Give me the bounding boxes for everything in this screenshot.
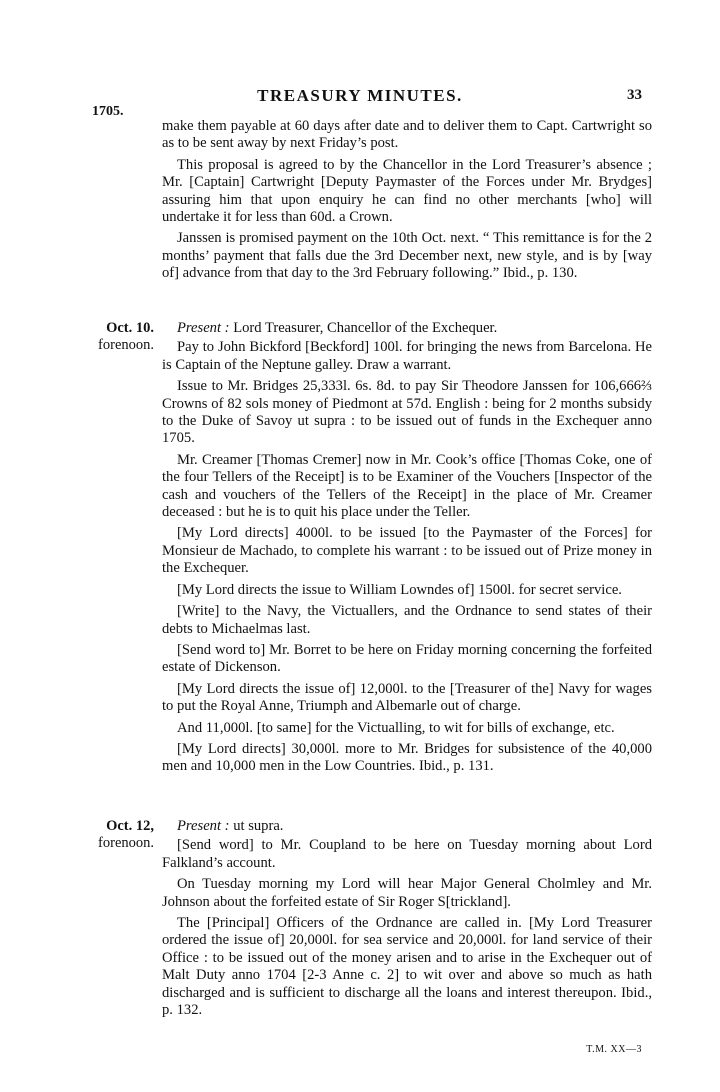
paragraph: The [Principal] Officers of the Ordnance are called in. [My Lord Treasurer ordered the issue of] 20,000l. for sea service and 20,000l. for land service of their Office : to be issued out of the money arisen and to arise in the Exchequer out of Malt Duty anno 1704 [2-3 Anne c. 2] to wit over and above so much as hath discharged and is sufficient to discharge all the loans and interest thereupon. Ibid., p. 132. — [162, 915, 652, 1019]
paragraph: [My Lord directs] 30,000l. more to Mr. Bridges for subsistence of the 40,000 men and 10,000 men in the Low Countries. Ibid., p. 131. — [162, 740, 652, 775]
present-text: Lord Treasurer, Chancellor of the Exchequer. — [229, 320, 498, 336]
paragraph: This proposal is agreed to by the Chancellor in the Lord Treasurer’s absence ; Mr. [Captain] Cartwright [Deputy Paymaster of the Forces under Mr. Brydges] assuring him that upon enquiry he can find no other merchants [who] will undertake it for less than 60d. a Crown. — [162, 156, 652, 226]
paragraph: Janssen is promised payment on the 10th Oct. next. “ This remittance is for the 2 months’ payment that falls due the 3rd December next, new style, and is by [way of] advance from that day to the 3rd February following.” Ibid., p. 130. — [162, 230, 652, 282]
paragraph: On Tuesday morning my Lord will hear Major General Cholmley and Mr. Johnson about the forfeited estate of Sir Roger S[trickland]. — [162, 876, 652, 910]
page-number: 33 — [627, 87, 642, 103]
margin-year: 1705. — [92, 104, 124, 119]
paragraph: [Write] to the Navy, the Victuallers, and the Ordnance to send states of their debts to Michaelmas last. — [162, 603, 652, 637]
paragraph: Issue to Mr. Bridges 25,333l. 6s. 8d. to pay Sir Theodore Janssen for 106,666⅔ Crowns of 82 sols money of Piedmont at 57d. English : being for 2 months subsidy to the Duke of Savoy ut supra : to be issued out of funds in the Exchequer anno 1705. — [162, 378, 652, 447]
paragraph: Mr. Creamer [Thomas Cremer] now in Mr. Cook’s office [Thomas Coke, one of the four Tellers of the Receipt] is to be Examiner of the Vouchers [Inspector of the cash and vouchers of the Tellers of the Receipt] in the place of Mr. Creamer deceased : but he is to quit his place under the Teller. — [162, 451, 652, 521]
margin-time: forenoon. — [98, 835, 154, 851]
margin-date-oct-10 — [70, 320, 154, 354]
paragraph: [My Lord directs the issue to William Lowndes of] 1500l. for secret service. — [177, 581, 622, 598]
signature-mark: T.M. XX—3 — [586, 1044, 642, 1055]
margin-time: forenoon. — [98, 337, 154, 353]
paragraph: [My Lord directs] 4000l. to be issued [to the Paymaster of the Forces] for Monsieur de Machado, to complete his warrant : to be issued out of Prize money in the Exchequer. — [162, 525, 652, 577]
page-title: TREASURY MINUTES. — [257, 86, 463, 105]
paragraph: make them payable at 60 days after date and to deliver them to Capt. Cartwright so as to be sent away by next Friday’s post. — [162, 118, 652, 152]
present-label: Present : — [177, 320, 230, 336]
present-line — [162, 320, 652, 337]
present-label: Present : — [177, 818, 230, 834]
paragraph: [My Lord directs the issue of] 12,000l. to the [Treasurer of the] Navy for wages to put the Royal Anne, Triumph and Albemarle out of charge. — [162, 680, 652, 715]
entry-oct-10 — [162, 320, 652, 780]
paragraph: And 11,000l. [to same] for the Victualling, to wit for bills of exchange, etc. — [177, 719, 615, 736]
paragraph: Pay to John Bickford [Beckford] 100l. for bringing the news from Barcelona. He is Captain of the Neptune galley. Draw a warrant. — [162, 339, 652, 373]
entry-continuation — [162, 118, 652, 287]
paragraph: [Send word to] Mr. Borret to be here on Friday morning concerning the forfeited estate of Dickenson. — [162, 641, 652, 676]
margin-date-oct-12 — [70, 818, 154, 852]
paragraph: [Send word] to Mr. Coupland to be here on Tuesday morning about Lord Falkland’s account. — [162, 837, 652, 871]
present-text: ut supra. — [229, 818, 284, 834]
present-line — [162, 818, 652, 835]
margin-date: Oct. 12, — [106, 818, 154, 834]
entry-oct-12 — [162, 818, 652, 1023]
margin-date: Oct. 10. — [106, 320, 154, 336]
